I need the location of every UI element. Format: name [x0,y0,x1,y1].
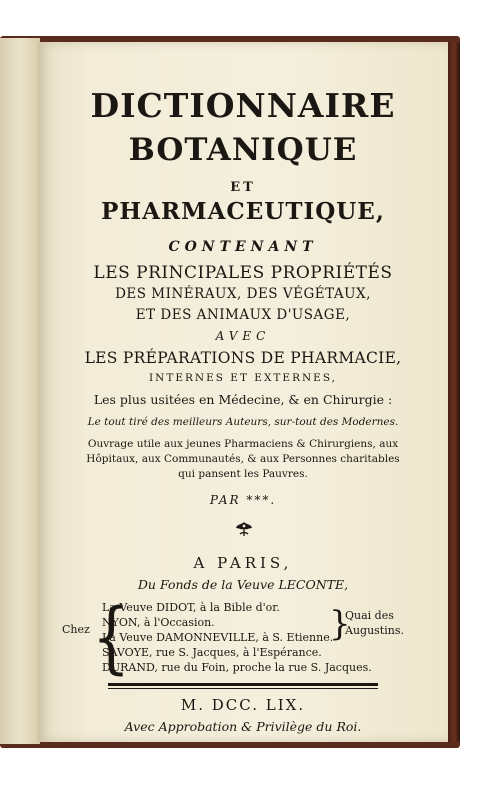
left-brace-icon: { [92,592,131,684]
imprint-city: A PARIS, [193,554,293,572]
right-brace-icon: } [329,604,351,644]
ouvrage-line-1: Ouvrage utile aux jeunes Pharmaciens & Chirurgiens, aux [87,438,399,450]
double-rule-top [108,683,378,686]
subtitle-animaux: ET DES ANIMAUX D'USAGE, [135,307,351,323]
seller-line: NYON, à l'Occasion. [102,616,215,629]
title-line-botanique: BOTANIQUE [128,132,358,168]
quai-line-1: Quai des [345,609,394,622]
subtitle-internes: INTERNES ET EXTERNES, [148,372,338,384]
imprint-sellers [52,592,432,684]
seller-line: La Veuve DAMONNEVILLE, à S. Etienne. [102,631,334,644]
subtitle-principales: LES PRINCIPALES PROPRIÉTÉS [93,263,393,283]
title-line-dictionnaire: DICTIONNAIRE [90,86,396,125]
subtitle-tire: Le tout tiré des meilleurs Auteurs, sur-tout des Modernes. [87,416,399,428]
fleuron-ornament-icon [233,520,255,538]
cover-fore-edge [446,42,460,742]
double-rule-bottom [108,688,378,689]
book [0,36,462,748]
subtitle-contenant: CONTENANT [168,239,318,255]
seller-line: La Veuve DIDOT, à la Bible d'or. [102,601,280,614]
title-conjunction: ET [230,180,256,195]
quai-line-2: Augustins. [345,624,404,637]
subtitle-mineraux: DES MINÉRAUX, DES VÉGÉTAUX, [115,286,371,302]
author-line: PAR ***. [209,493,277,507]
imprint-year: M. DCC. LIX. [180,696,306,714]
imprint-chez: Chez [62,623,90,636]
title-line-pharmaceutique: PHARMACEUTIQUE, [101,198,385,225]
imprint-fonds: Du Fonds de la Veuve LECONTE, [137,577,349,592]
ouvrage-line-2: Hôpitaux, aux Communautés, & aux Personnes charitables [86,453,400,465]
subtitle-avec: AVEC [215,329,271,343]
imprint-privilege: Avec Approbation & Privilège du Roi. [124,719,362,734]
subtitle-usitees: Les plus usitées en Médecine, & en Chirurgie : [93,392,393,407]
subtitle-preparations: LES PRÉPARATIONS DE PHARMACIE, [84,349,402,367]
seller-line: DURAND, rue du Foin, proche la rue S. Jacques. [102,661,372,674]
page-block-edge [0,38,40,744]
ouvrage-line-3: qui pansent les Pauvres. [178,468,308,480]
title-page [38,42,448,742]
seller-line: SAVOYE, rue S. Jacques, à l'Espérance. [102,646,322,659]
